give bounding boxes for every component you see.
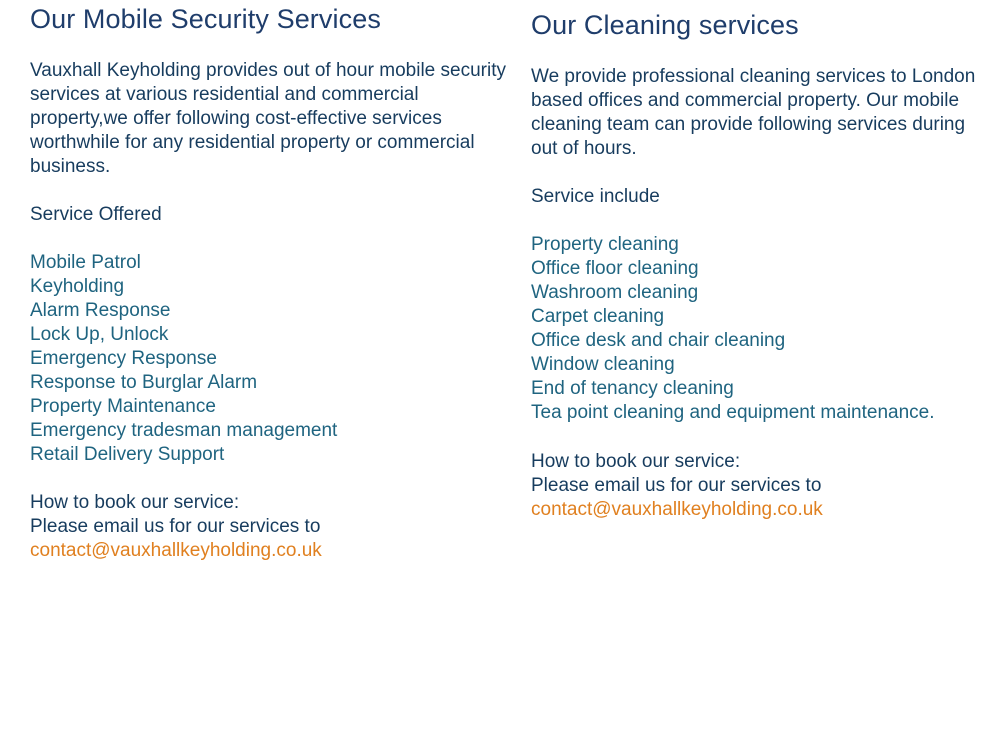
list-item: Response to Burglar Alarm: [30, 372, 258, 393]
list-item: Mobile Patrol: [30, 252, 141, 273]
list-item: End of tenancy cleaning: [531, 378, 734, 399]
list-item: Alarm Response: [30, 300, 171, 321]
security-booking-block: [30, 491, 520, 563]
cleaning-section-title: Our Cleaning services: [531, 10, 799, 40]
cleaning-booking-text: Please email us for our services to: [531, 475, 822, 496]
list-item: Emergency Response: [30, 348, 217, 369]
list-item: Retail Delivery Support: [30, 444, 225, 465]
security-intro-paragraph: Vauxhall Keyholding provides out of hour mobile security services at various residential and commercial property,we offer following cost-effective services worthwhile for any residential property or commercial business.: [30, 60, 506, 177]
security-booking-heading: How to book our service:: [30, 492, 240, 513]
cleaning-intro-paragraph: We provide professional cleaning services to London based offices and commercial property. Our mobile cleaning team can provide following services during out of hours.: [531, 66, 976, 159]
security-service-list: [30, 251, 520, 467]
list-item: Property cleaning: [531, 234, 679, 255]
cleaning-contact-email-link[interactable]: contact@vauxhallkeyholding.co.uk: [531, 499, 823, 520]
list-item: Lock Up, Unlock: [30, 324, 169, 345]
list-item: Keyholding: [30, 276, 125, 297]
list-item: Office floor cleaning: [531, 258, 699, 279]
list-item: Tea point cleaning and equipment maintenance.: [531, 402, 935, 423]
security-section-title: Our Mobile Security Services: [30, 4, 381, 34]
cleaning-booking-heading: How to book our service:: [531, 451, 741, 472]
cleaning-service-include-label: Service include: [531, 186, 660, 207]
list-item: Washroom cleaning: [531, 282, 699, 303]
list-item: Emergency tradesman management: [30, 420, 338, 441]
list-item: Window cleaning: [531, 354, 675, 375]
cleaning-booking-block: [531, 450, 991, 522]
list-item: Office desk and chair cleaning: [531, 330, 786, 351]
security-contact-email-link[interactable]: contact@vauxhallkeyholding.co.uk: [30, 540, 322, 561]
list-item: Property Maintenance: [30, 396, 216, 417]
security-services-column: [30, 0, 520, 563]
security-service-offered-label: Service Offered: [30, 204, 162, 225]
security-booking-text: Please email us for our services to: [30, 516, 321, 537]
cleaning-service-list: [531, 233, 991, 425]
list-item: Carpet cleaning: [531, 306, 665, 327]
cleaning-services-column: [531, 0, 991, 522]
